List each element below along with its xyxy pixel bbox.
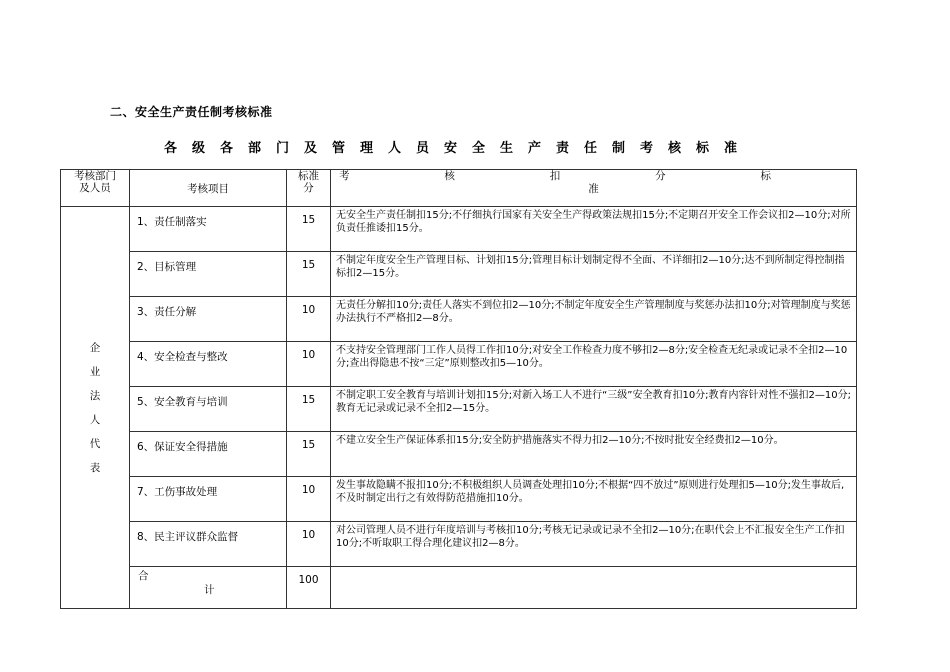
score-cell: 10 [287,342,331,387]
header-criteria-char: 扣 [549,170,561,182]
table-row [61,207,857,252]
header-dept-line1: 考核部门 [74,170,116,182]
table-row [61,477,857,522]
score-cell: 10 [287,477,331,522]
main-title: 各级各部门及管理人员安全生产责任制考核标准 [163,141,752,156]
table-row [61,432,857,477]
header-criteria-line1 [331,170,856,183]
criteria-cell: 不建立安全生产保证体系扣15分;安全防护措施落实不得力扣2—10分;不按时批安全经费扣2—10分。 [331,432,857,477]
header-criteria-char: 核 [444,170,455,182]
criteria-cell: 发生事故隐瞒不报扣10分;不积极组织人员调查处理扣10分;不根据“四不放过”原则进行处理扣5—10分;发生事故后,不及时制定出行之有效得防范措施扣10分。 [331,477,857,522]
total-row [61,567,857,609]
item-cell: 3、责任分解 [130,297,287,342]
item-cell: 5、安全教育与培训 [130,387,287,432]
total-label-char2: 计 [204,584,215,596]
table-row [61,522,857,567]
total-label [130,567,287,609]
table-row [61,387,857,432]
score-cell: 15 [287,252,331,297]
dept-char: 表 [89,461,101,474]
header-criteria-char: 分 [655,170,666,182]
header-criteria-char: 标 [760,170,771,182]
score-cell: 10 [287,522,331,567]
score-cell: 15 [287,207,331,252]
header-dept-line2: 及人员 [79,182,111,194]
dept-char: 业 [89,365,101,378]
item-cell: 4、安全检查与整改 [130,342,287,387]
criteria-cell: 不制定职工安全教育与培训计划扣15分;对新入场工人不进行“三级”安全教育扣10分;教育内容针对性不强扣2—10分;教育无记录或记录不全扣2—15分。 [331,387,857,432]
header-dept [61,170,130,207]
assessment-table [60,169,857,609]
table-header-row [61,170,857,207]
table-row [61,342,857,387]
criteria-cell: 不制定年度安全生产管理目标、计划扣15分;管理目标计划制定得不全面、不详细扣2—10分;达不到所制定得控制指标扣2—15分。 [331,252,857,297]
header-item: 考核项目 [130,170,287,207]
dept-char: 代 [89,437,101,450]
score-cell: 15 [287,387,331,432]
dept-char: 法 [89,389,101,402]
item-cell: 6、保证安全得措施 [130,432,287,477]
item-cell: 7、工伤事故处理 [130,477,287,522]
header-score-line1: 标准 [298,170,319,182]
header-criteria-line2: 准 [588,183,599,195]
dept-char: 企 [89,341,101,354]
total-criteria-empty [331,567,857,609]
total-score: 100 [287,567,331,609]
item-cell: 2、目标管理 [130,252,287,297]
header-score-line2: 分 [303,182,314,194]
score-cell: 15 [287,432,331,477]
criteria-cell: 不支持安全管理部门工作人员得工作扣10分;对安全工作检查力度不够扣2—8分;安全检查无纪录或记录不全扣2—10分;查出得隐患不按“三定”原则整改扣5—10分。 [331,342,857,387]
section-heading: 二、安全生产责任制考核标准 [110,105,273,119]
header-criteria-char: 考 [339,170,350,182]
criteria-cell: 无责任分解扣10分;责任人落实不到位扣2—10分;不制定年度安全生产管理制度与奖惩办法扣10分;对管理制度与奖惩办法执行不严格扣2—8分。 [331,297,857,342]
item-cell: 8、民主评议群众监督 [130,522,287,567]
criteria-cell: 对公司管理人员不进行年度培训与考核扣10分;考核无记录或记录不全扣2—10分;在职代会上不汇报安全生产工作扣10分;不听取职工得合理化建议扣2—8分。 [331,522,857,567]
score-cell: 10 [287,297,331,342]
header-criteria [331,170,857,207]
total-label-char1: 合 [138,570,149,582]
table-row [61,297,857,342]
item-cell: 1、责任制落实 [130,207,287,252]
dept-char: 人 [89,413,101,426]
header-score [287,170,331,207]
dept-cell [61,207,130,609]
table-row [61,252,857,297]
criteria-cell: 无安全生产责任制扣15分;不仔细执行国家有关安全生产得政策法规扣15分;不定期召开安全工作会议扣2—10分;对所负责任推诿扣15分。 [331,207,857,252]
